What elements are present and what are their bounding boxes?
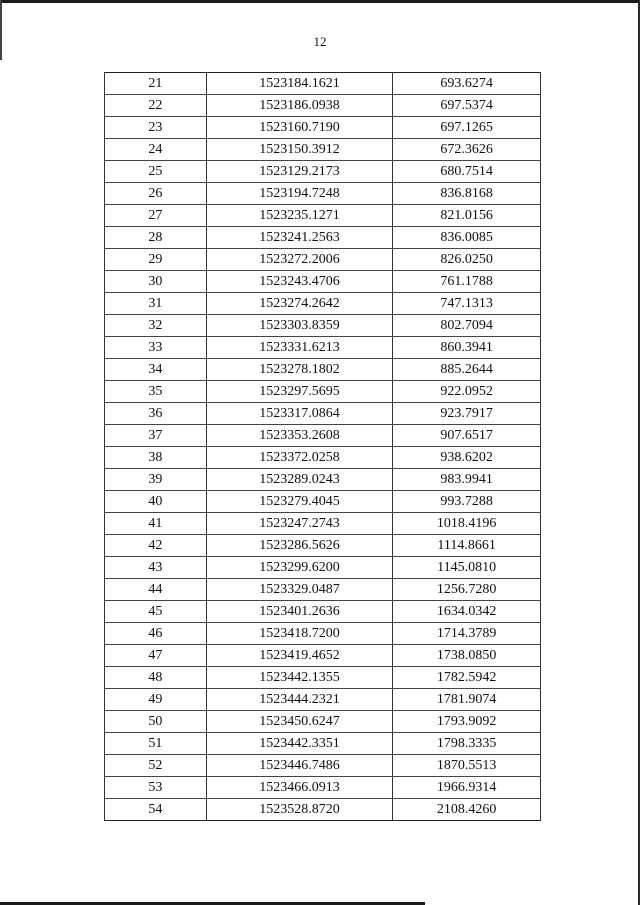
table-row: [105, 403, 541, 425]
y-coordinate-cell: 1782.5942: [393, 667, 541, 689]
x-coordinate-cell: 1523442.3351: [206, 733, 393, 755]
x-coordinate-cell: 1523279.4045: [206, 491, 393, 513]
y-coordinate-cell: 1114.8661: [393, 535, 541, 557]
y-coordinate-cell: 1145.0810: [393, 557, 541, 579]
table-row: [105, 601, 541, 623]
x-coordinate-cell: 1523331.6213: [206, 337, 393, 359]
table-row: [105, 579, 541, 601]
point-number-cell: 26: [105, 183, 207, 205]
x-coordinate-cell: 1523418.7200: [206, 623, 393, 645]
table-row: [105, 711, 541, 733]
table-row: [105, 799, 541, 821]
y-coordinate-cell: 1018.4196: [393, 513, 541, 535]
y-coordinate-cell: 761.1788: [393, 271, 541, 293]
point-number-cell: 49: [105, 689, 207, 711]
y-coordinate-cell: 938.6202: [393, 447, 541, 469]
point-number-cell: 35: [105, 381, 207, 403]
table-row: [105, 249, 541, 271]
table-row: [105, 205, 541, 227]
x-coordinate-cell: 1523299.6200: [206, 557, 393, 579]
y-coordinate-cell: 693.6274: [393, 73, 541, 95]
point-number-cell: 53: [105, 777, 207, 799]
table-row: [105, 777, 541, 799]
y-coordinate-cell: 1966.9314: [393, 777, 541, 799]
x-coordinate-cell: 1523194.7248: [206, 183, 393, 205]
y-coordinate-cell: 1798.3335: [393, 733, 541, 755]
x-coordinate-cell: 1523442.1355: [206, 667, 393, 689]
x-coordinate-cell: 1523353.2608: [206, 425, 393, 447]
x-coordinate-cell: 1523184.1621: [206, 73, 393, 95]
point-number-cell: 28: [105, 227, 207, 249]
x-coordinate-cell: 1523450.6247: [206, 711, 393, 733]
y-coordinate-cell: 983.9941: [393, 469, 541, 491]
y-coordinate-cell: 802.7094: [393, 315, 541, 337]
point-number-cell: 38: [105, 447, 207, 469]
table-row: [105, 183, 541, 205]
y-coordinate-cell: 2108.4260: [393, 799, 541, 821]
point-number-cell: 25: [105, 161, 207, 183]
table-row: [105, 293, 541, 315]
x-coordinate-cell: 1523243.4706: [206, 271, 393, 293]
x-coordinate-cell: 1523241.2563: [206, 227, 393, 249]
point-number-cell: 43: [105, 557, 207, 579]
x-coordinate-cell: 1523278.1802: [206, 359, 393, 381]
table-row: [105, 315, 541, 337]
scan-top-edge: [0, 0, 640, 3]
point-number-cell: 23: [105, 117, 207, 139]
table-row: [105, 513, 541, 535]
y-coordinate-cell: 1870.5513: [393, 755, 541, 777]
coordinate-table: [104, 72, 541, 821]
x-coordinate-cell: 1523317.0864: [206, 403, 393, 425]
y-coordinate-cell: 1256.7280: [393, 579, 541, 601]
point-number-cell: 40: [105, 491, 207, 513]
x-coordinate-cell: 1523289.0243: [206, 469, 393, 491]
point-number-cell: 32: [105, 315, 207, 337]
point-number-cell: 51: [105, 733, 207, 755]
point-number-cell: 44: [105, 579, 207, 601]
point-number-cell: 41: [105, 513, 207, 535]
y-coordinate-cell: 1793.9092: [393, 711, 541, 733]
table-row: [105, 337, 541, 359]
x-coordinate-cell: 1523528.8720: [206, 799, 393, 821]
table-row: [105, 491, 541, 513]
x-coordinate-cell: 1523272.2006: [206, 249, 393, 271]
point-number-cell: 50: [105, 711, 207, 733]
x-coordinate-cell: 1523150.3912: [206, 139, 393, 161]
table-row: [105, 645, 541, 667]
y-coordinate-cell: 697.1265: [393, 117, 541, 139]
x-coordinate-cell: 1523303.8359: [206, 315, 393, 337]
point-number-cell: 27: [105, 205, 207, 227]
y-coordinate-cell: 836.8168: [393, 183, 541, 205]
x-coordinate-cell: 1523235.1271: [206, 205, 393, 227]
table-row: [105, 381, 541, 403]
table-row: [105, 755, 541, 777]
coordinate-table-body: [105, 73, 541, 821]
y-coordinate-cell: 993.7288: [393, 491, 541, 513]
point-number-cell: 21: [105, 73, 207, 95]
x-coordinate-cell: 1523297.5695: [206, 381, 393, 403]
x-coordinate-cell: 1523444.2321: [206, 689, 393, 711]
point-number-cell: 54: [105, 799, 207, 821]
x-coordinate-cell: 1523247.2743: [206, 513, 393, 535]
y-coordinate-cell: 1714.3789: [393, 623, 541, 645]
table-row: [105, 95, 541, 117]
table-row: [105, 689, 541, 711]
x-coordinate-cell: 1523160.7190: [206, 117, 393, 139]
y-coordinate-cell: 922.0952: [393, 381, 541, 403]
table-row: [105, 139, 541, 161]
x-coordinate-cell: 1523419.4652: [206, 645, 393, 667]
point-number-cell: 24: [105, 139, 207, 161]
y-coordinate-cell: 697.5374: [393, 95, 541, 117]
y-coordinate-cell: 1634.0342: [393, 601, 541, 623]
point-number-cell: 42: [105, 535, 207, 557]
x-coordinate-cell: 1523329.0487: [206, 579, 393, 601]
table-row: [105, 623, 541, 645]
table-row: [105, 447, 541, 469]
table-row: [105, 271, 541, 293]
point-number-cell: 37: [105, 425, 207, 447]
point-number-cell: 34: [105, 359, 207, 381]
x-coordinate-cell: 1523186.0938: [206, 95, 393, 117]
point-number-cell: 31: [105, 293, 207, 315]
table-row: [105, 557, 541, 579]
point-number-cell: 45: [105, 601, 207, 623]
table-row: [105, 227, 541, 249]
point-number-cell: 39: [105, 469, 207, 491]
y-coordinate-cell: 826.0250: [393, 249, 541, 271]
table-row: [105, 425, 541, 447]
y-coordinate-cell: 1738.0850: [393, 645, 541, 667]
x-coordinate-cell: 1523372.0258: [206, 447, 393, 469]
table-row: [105, 733, 541, 755]
y-coordinate-cell: 672.3626: [393, 139, 541, 161]
y-coordinate-cell: 885.2644: [393, 359, 541, 381]
x-coordinate-cell: 1523446.7486: [206, 755, 393, 777]
table-row: [105, 359, 541, 381]
y-coordinate-cell: 1781.9074: [393, 689, 541, 711]
point-number-cell: 48: [105, 667, 207, 689]
table-row: [105, 535, 541, 557]
table-row: [105, 117, 541, 139]
point-number-cell: 52: [105, 755, 207, 777]
y-coordinate-cell: 821.0156: [393, 205, 541, 227]
point-number-cell: 33: [105, 337, 207, 359]
table-row: [105, 469, 541, 491]
y-coordinate-cell: 860.3941: [393, 337, 541, 359]
point-number-cell: 29: [105, 249, 207, 271]
point-number-cell: 46: [105, 623, 207, 645]
table-row: [105, 73, 541, 95]
point-number-cell: 22: [105, 95, 207, 117]
y-coordinate-cell: 747.1313: [393, 293, 541, 315]
y-coordinate-cell: 907.6517: [393, 425, 541, 447]
x-coordinate-cell: 1523129.2173: [206, 161, 393, 183]
page-number: 12: [313, 34, 327, 49]
scan-left-edge: [0, 0, 2, 60]
x-coordinate-cell: 1523274.2642: [206, 293, 393, 315]
x-coordinate-cell: 1523401.2636: [206, 601, 393, 623]
y-coordinate-cell: 923.7917: [393, 403, 541, 425]
y-coordinate-cell: 836.0085: [393, 227, 541, 249]
point-number-cell: 47: [105, 645, 207, 667]
x-coordinate-cell: 1523466.0913: [206, 777, 393, 799]
point-number-cell: 36: [105, 403, 207, 425]
y-coordinate-cell: 680.7514: [393, 161, 541, 183]
x-coordinate-cell: 1523286.5626: [206, 535, 393, 557]
table-row: [105, 161, 541, 183]
table-row: [105, 667, 541, 689]
point-number-cell: 30: [105, 271, 207, 293]
